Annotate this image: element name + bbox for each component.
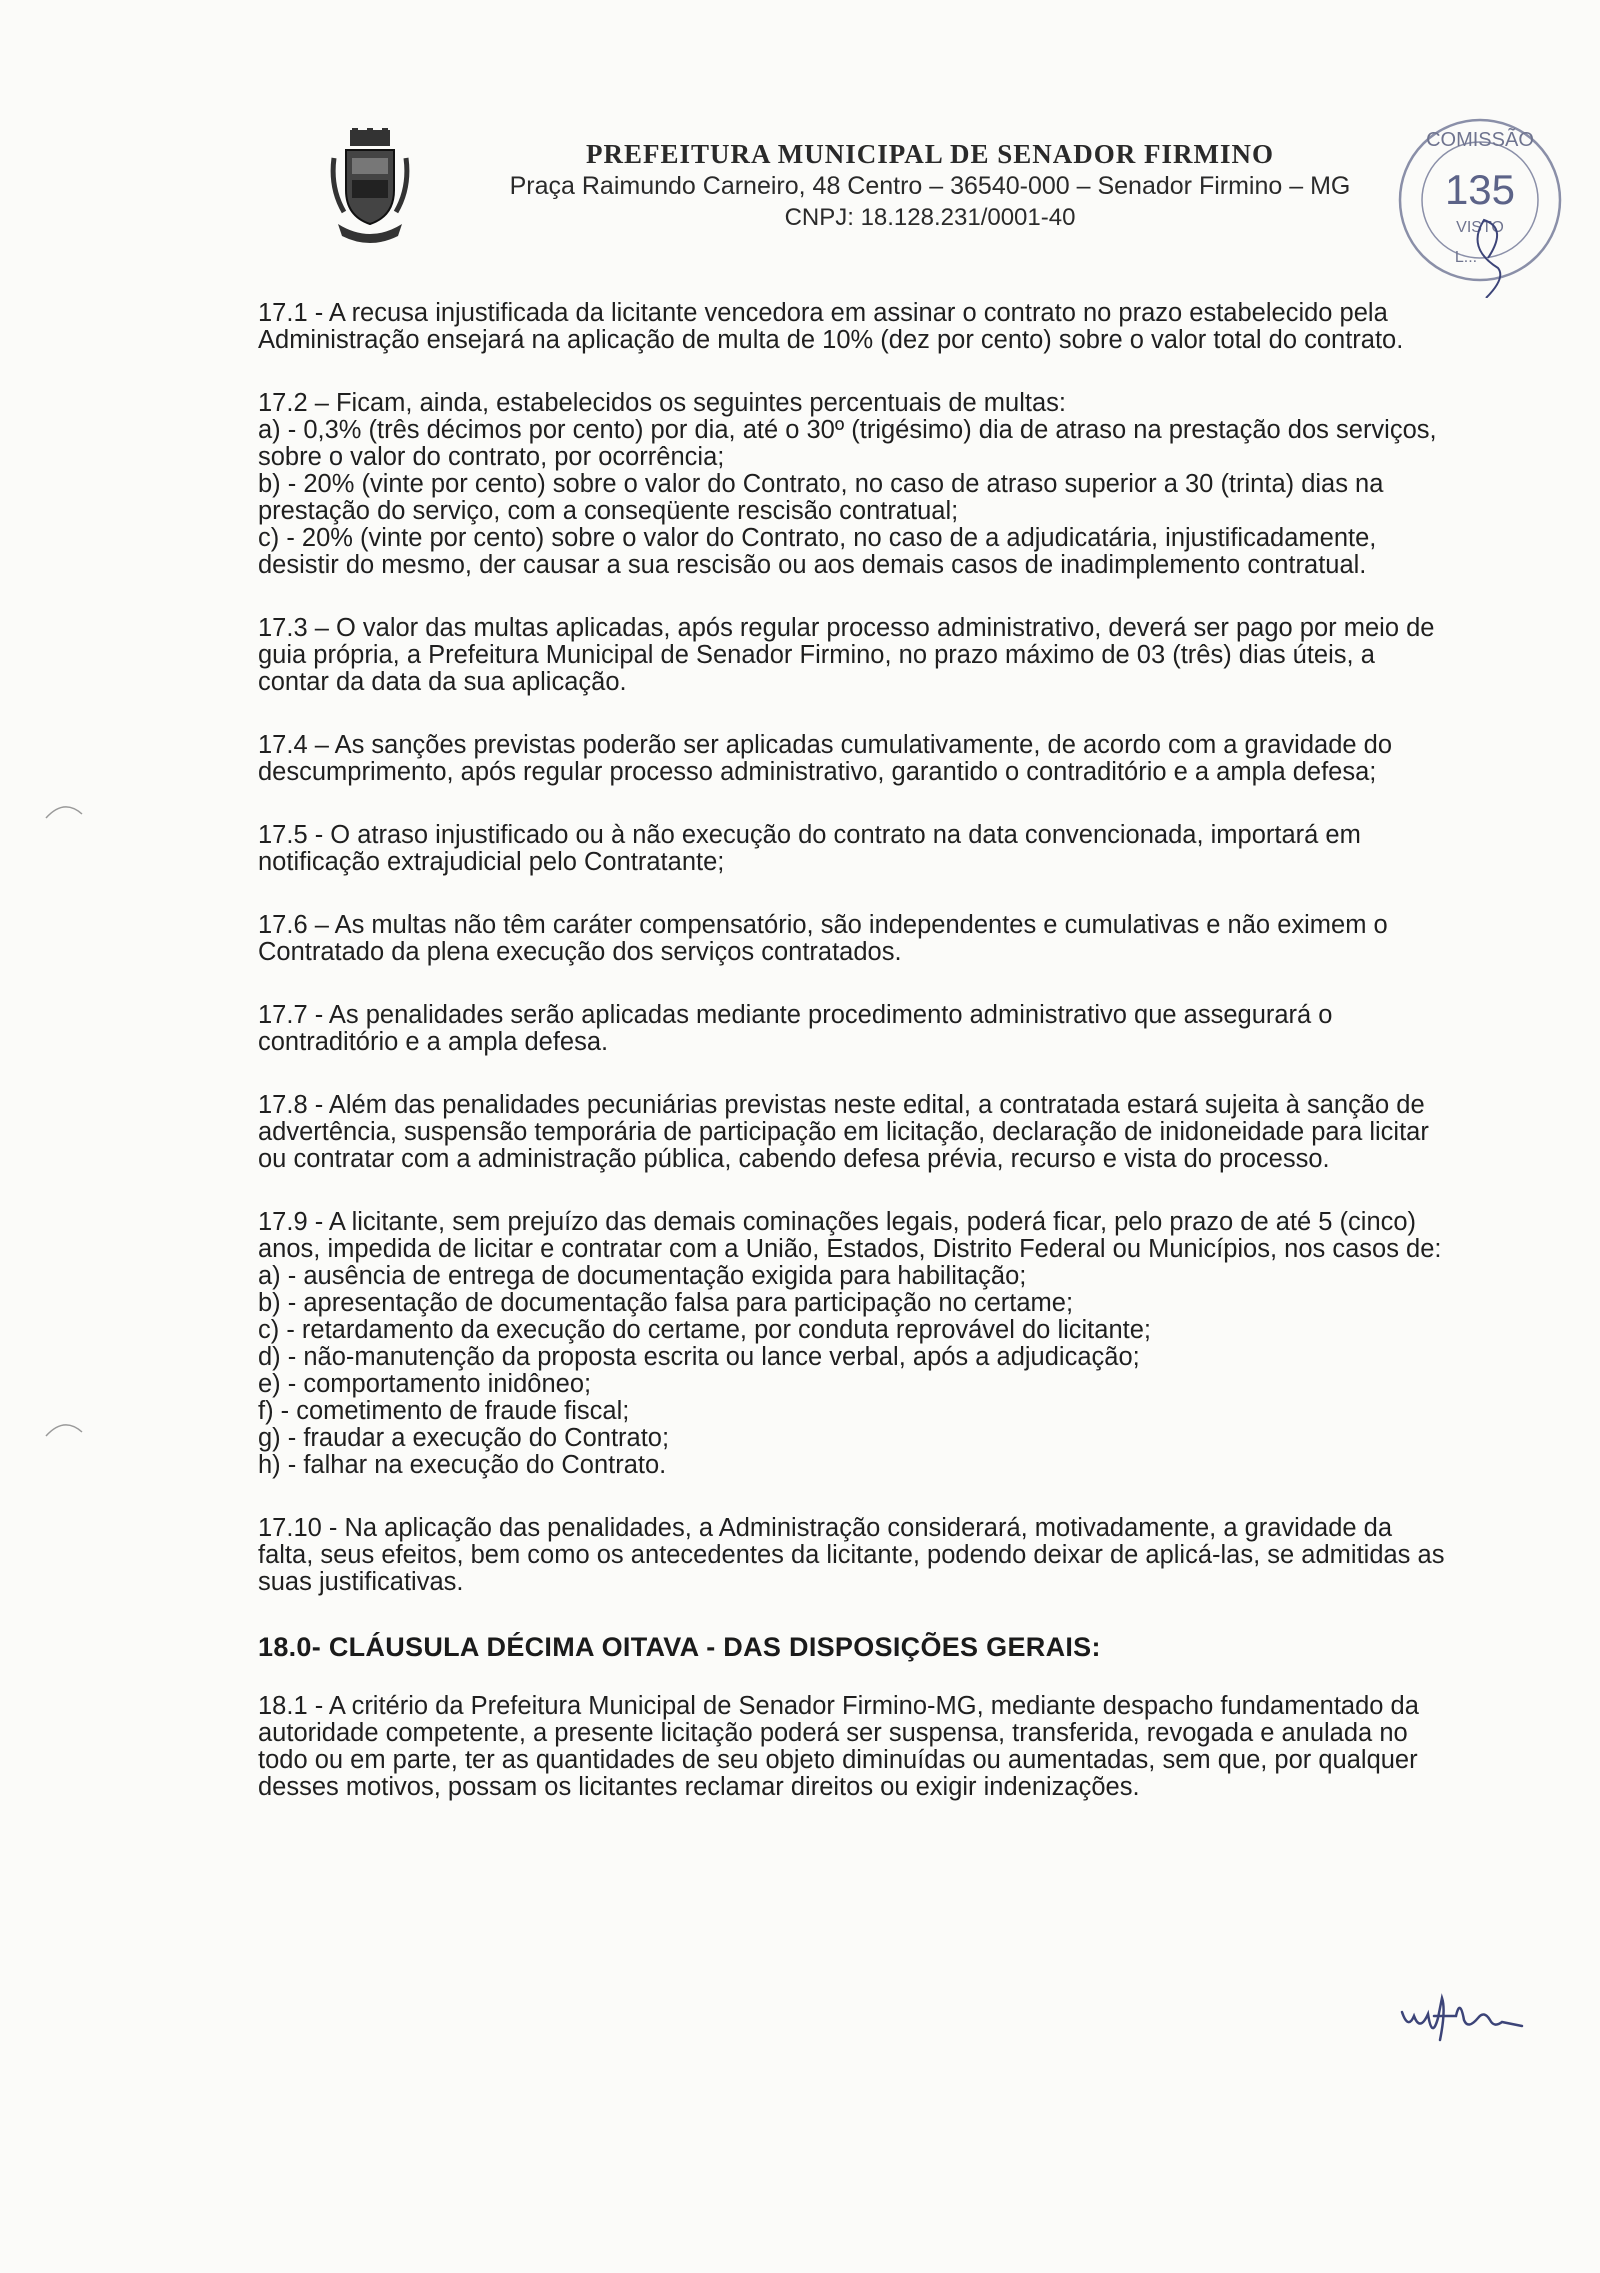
paragraph-17-4: [258, 732, 1498, 786]
section-heading: 18.0- CLÁUSULA DÉCIMA OITAVA - DAS DISPOSIÇÕES GERAIS:: [258, 1632, 1101, 1662]
paragraph-line: 17.8 - Além das penalidades pecuniárias previstas neste edital, a contratada estará sujeita à sanção de: [258, 1091, 1425, 1119]
paragraph-line: 18.1 - A critério da Prefeitura Municipal de Senador Firmino-MG, mediante despacho fundamentado da: [258, 1692, 1419, 1720]
paragraph-line: advertência, suspensão temporária de participação em licitação, declaração de inidoneidade para licitar: [258, 1118, 1429, 1146]
paragraph-line: desses motivos, possam os licitantes reclamar direitos ou exigir indenizações.: [258, 1773, 1140, 1801]
paragraph-17-3: [258, 615, 1498, 696]
paragraph-line: desistir do mesmo, der causar a sua rescisão ou aos demais casos de inadimplemento contratual.: [258, 551, 1367, 579]
organization-name: PREFEITURA MUNICIPAL DE SENADOR FIRMINO: [585, 139, 1275, 169]
paragraph-18-1: [258, 1693, 1498, 1801]
paragraph-line: e) - comportamento inidôneo;: [258, 1370, 592, 1398]
margin-mark: [44, 800, 84, 820]
paragraph-line: 17.5 - O atraso injustificado ou à não execução do contrato na data convencionada, importará em: [258, 821, 1361, 849]
paragraph-17-10: [258, 1515, 1498, 1596]
paragraph-line: 17.7 - As penalidades serão aplicadas mediante procedimento administrativo que assegurará o: [258, 1001, 1333, 1029]
paragraph-line: 17.9 - A licitante, sem prejuízo das demais cominações legais, poderá ficar, pelo prazo de até 5 (cinco): [258, 1208, 1417, 1236]
organization-address: Praça Raimundo Carneiro, 48 Centro – 36540-000 – Senador Firmino – MG: [509, 172, 1351, 200]
handwritten-signature: [1398, 1990, 1528, 2050]
paragraph-line: falta, seus efeitos, bem como os antecedentes da licitante, podendo deixar de aplicá-las, se admitidas as: [258, 1541, 1445, 1569]
paragraph-line: notificação extrajudicial pelo Contratante;: [258, 848, 725, 876]
clause-17-paragraphs: [258, 300, 1498, 1596]
paragraph-17-1: [258, 300, 1498, 354]
paragraph-line: 17.6 – As multas não têm caráter compensatório, são independentes e cumulativas e não eximem o: [258, 911, 1388, 939]
paragraph-17-6: [258, 912, 1498, 966]
municipal-coat-of-arms-icon: [328, 128, 412, 246]
paragraph-line: todo ou em parte, ter as quantidades de seu objeto diminuídas ou aumentadas, sem que, por qualquer: [258, 1746, 1418, 1774]
paragraph-line: contraditório e a ampla defesa.: [258, 1028, 609, 1056]
paragraph-line: 17.3 – O valor das multas aplicadas, após regular processo administrativo, deverá ser pago por meio de: [258, 614, 1435, 642]
paragraph-line: contar da data da sua aplicação.: [258, 668, 627, 696]
margin-mark: [44, 1418, 84, 1438]
paragraph-line: Administração ensejará na aplicação de multa de 10% (dez por cento) sobre o valor total do contrato.: [258, 326, 1404, 354]
paragraph-line: h) - falhar na execução do Contrato.: [258, 1451, 667, 1479]
commission-stamp: [1388, 108, 1568, 298]
paragraph-17-8: [258, 1092, 1498, 1173]
paragraph-line: g) - fraudar a execução do Contrato;: [258, 1424, 670, 1452]
stamp-bottom-text: L...: [1454, 249, 1478, 266]
paragraph-line: a) - 0,3% (três décimos por cento) por dia, até o 30º (trigésimo) dia de atraso na prestação dos serviços,: [258, 416, 1437, 444]
paragraph-line: 17.10 - Na aplicação das penalidades, a Administração considerará, motivadamente, a gravidade da: [258, 1514, 1393, 1542]
paragraph-line: b) - apresentação de documentação falsa para participação no certame;: [258, 1289, 1074, 1317]
paragraph-line: 17.1 - A recusa injustificada da licitante vencedora em assinar o contrato no prazo estabelecido pela: [258, 299, 1388, 327]
paragraph-line: autoridade competente, a presente licitação poderá ser suspensa, transferida, revogada e anulada no: [258, 1719, 1408, 1747]
paragraph-line: suas justificativas.: [258, 1568, 464, 1596]
paragraph-line: c) - retardamento da execução do certame, por conduta reprovável do licitante;: [258, 1316, 1151, 1344]
paragraph-line: guia própria, a Prefeitura Municipal de Senador Firmino, no prazo máximo de 03 (três) dias úteis, a: [258, 641, 1375, 669]
letterhead: [430, 138, 1430, 234]
clause-18-paragraphs: [258, 1693, 1498, 1801]
paragraph-line: f) - cometimento de fraude fiscal;: [258, 1397, 630, 1425]
paragraph-line: Contratado da plena execução dos serviços contratados.: [258, 938, 902, 966]
paragraph-17-7: [258, 1002, 1498, 1056]
paragraph-line: anos, impedida de licitar e contratar com a União, Estados, Distrito Federal ou Municípios, nos casos de:: [258, 1235, 1442, 1263]
paragraph-line: sobre o valor do contrato, por ocorrência;: [258, 443, 725, 471]
paragraph-line: descumprimento, após regular processo administrativo, garantido o contraditório e a ampla defesa;: [258, 758, 1377, 786]
document-body: [258, 300, 1498, 1837]
paragraph-line: 17.4 – As sanções previstas poderão ser aplicadas cumulativamente, de acordo com a gravidade do: [258, 731, 1393, 759]
paragraph-line: ou contratar com a administração pública, cabendo defesa prévia, recurso e vista do processo.: [258, 1145, 1330, 1173]
paragraph-17-5: [258, 822, 1498, 876]
stamp-top-text: COMISSÃO: [1426, 129, 1534, 151]
paragraph-17-9: [258, 1209, 1498, 1479]
paragraph-line: prestação do serviço, com a conseqüente rescisão contratual;: [258, 497, 959, 525]
stamp-number: 135: [1444, 166, 1516, 213]
paragraph-line: d) - não-manutenção da proposta escrita ou lance verbal, após a adjudicação;: [258, 1343, 1140, 1371]
paragraph-17-2: [258, 390, 1498, 579]
paragraph-line: a) - ausência de entrega de documentação exigida para habilitação;: [258, 1262, 1027, 1290]
paragraph-line: 17.2 – Ficam, ainda, estabelecidos os seguintes percentuais de multas:: [258, 389, 1066, 417]
paragraph-line: c) - 20% (vinte por cento) sobre o valor do Contrato, no caso de a adjudicatária, injustificadamente,: [258, 524, 1377, 552]
organization-cnpj: CNPJ: 18.128.231/0001-40: [784, 204, 1076, 231]
stamp-middle-text: VISTO: [1456, 219, 1504, 236]
paragraph-line: b) - 20% (vinte por cento) sobre o valor do Contrato, no caso de atraso superior a 30 (trinta) dias na: [258, 470, 1384, 498]
